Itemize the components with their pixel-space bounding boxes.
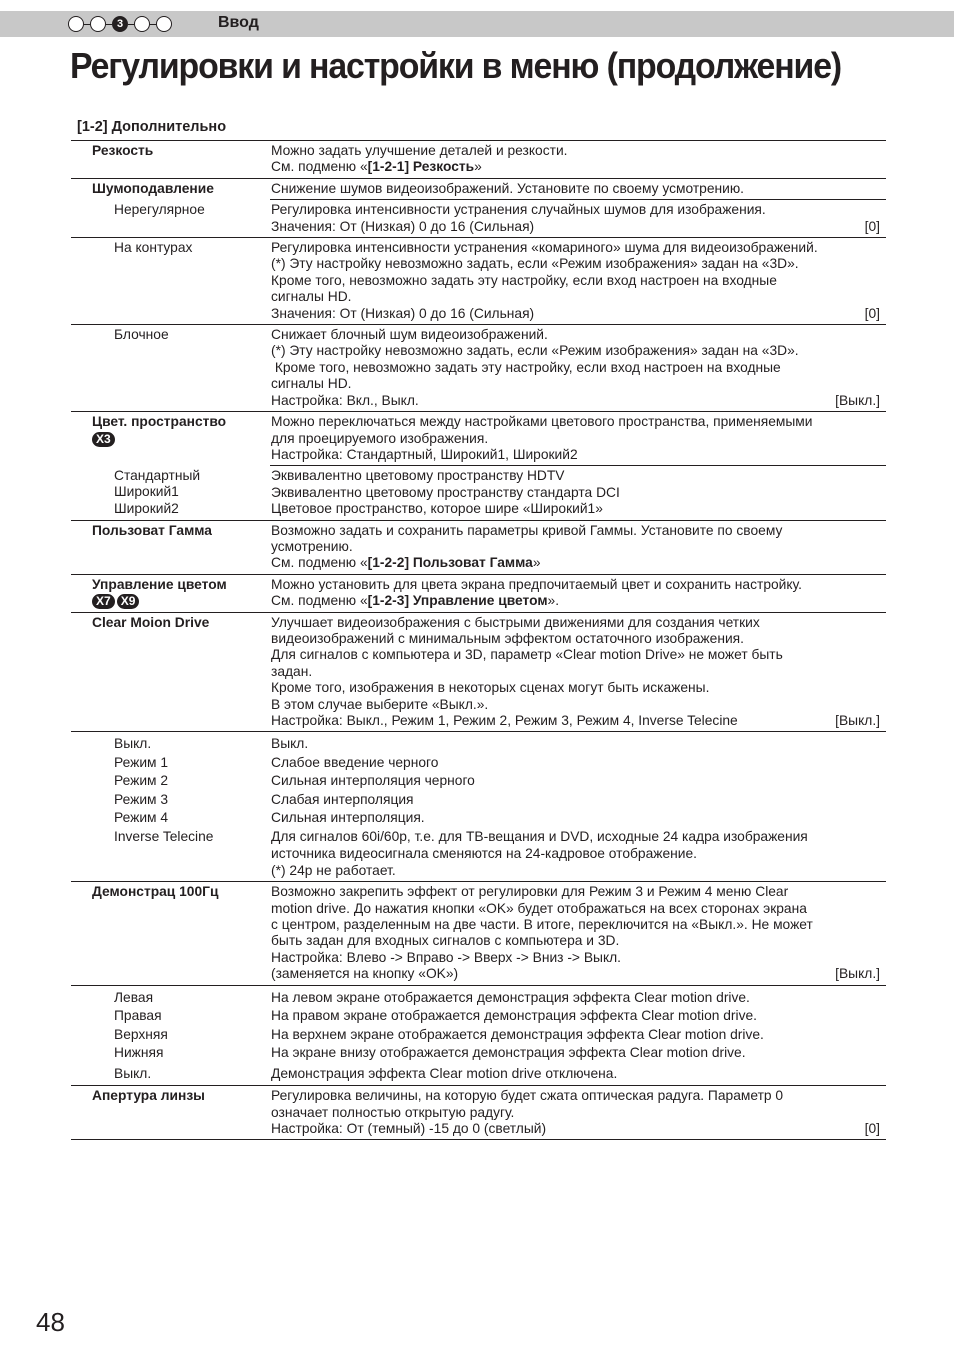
option-desc: Слабое введение черного — [271, 754, 439, 770]
option-names — [71, 732, 270, 882]
desc-line: В этом случае выберите «Выкл.». — [271, 696, 489, 712]
value-line — [271, 393, 880, 409]
default-value: [Выкл.] — [835, 966, 880, 982]
option-names — [71, 466, 270, 520]
setting-name: Резкость — [71, 141, 270, 179]
option-name: Стандартный — [114, 467, 201, 483]
table-row — [71, 412, 886, 466]
subsection-title: [1-2] Дополнительно — [77, 119, 227, 135]
option-name: Правая — [114, 1008, 162, 1024]
setting-name: Шумоподавление — [71, 178, 270, 199]
submenu-link: [1-2-2] Пользоват Гамма — [367, 555, 533, 571]
value-line — [271, 966, 880, 982]
setting-name: Цвет. пространство — [92, 414, 227, 430]
option-descs — [270, 466, 886, 520]
page-title: Регулировки и настройки в меню (продолжение) — [70, 45, 842, 86]
setting-desc — [270, 238, 886, 325]
desc-line: для проецируемого изображения. — [271, 430, 489, 446]
setting-name: Clear Moion Drive — [71, 612, 270, 732]
see-suffix: ». — [547, 593, 560, 609]
option-descs — [270, 732, 886, 882]
option-desc: На экране внизу отображается демонстрация эффекта Clear motion drive. — [271, 1045, 746, 1061]
table-row — [71, 1086, 886, 1140]
model-badge: X3 — [92, 432, 115, 447]
value-line — [271, 1121, 880, 1137]
setting-desc — [270, 200, 886, 238]
desc-line: Кроме того, невозможно задать эту настройку, если вход настроен на входные — [271, 359, 781, 375]
setting-subname: Блочное — [71, 325, 270, 412]
option-name: Широкий1 — [114, 484, 179, 500]
section-label: Ввод — [218, 14, 259, 31]
table-row — [71, 520, 886, 574]
option-desc: На правом экране отображается демонстрация эффекта Clear motion drive. — [271, 1008, 757, 1024]
step-circle — [90, 16, 106, 32]
table-row — [71, 612, 886, 732]
desc-line: Регулировка интенсивности устранения случайных шумов для изображения. — [271, 202, 766, 218]
setting-desc — [270, 520, 886, 574]
desc-line: Кроме того, изображения в некоторых сценах могут быть искажены. — [271, 680, 710, 696]
option-descs — [270, 985, 886, 1086]
setting-desc — [270, 612, 886, 732]
setting-desc — [270, 882, 886, 985]
desc-line: Снижение шумов видеоизображений. Установите по своему усмотрению. — [271, 180, 745, 196]
option-desc: Слабая интерполяция — [271, 791, 414, 807]
desc-line: Регулировка величины, на которую будет сжата оптическая радуга. Параметр 0 — [271, 1088, 784, 1104]
see-submenu — [271, 555, 880, 571]
desc-line: задан. — [271, 663, 313, 679]
desc-line: Можно переключаться между настройками цветового пространства, применяемыми — [271, 414, 813, 430]
see-suffix: » — [474, 159, 482, 175]
option-name: Режим 1 — [114, 754, 169, 770]
range-text: Настройка: От (темный) -15 до 0 (светлый) — [271, 1120, 547, 1136]
setting-name-cell — [71, 412, 270, 466]
desc-line: Кроме того, невозможно задать эту настройку, если вход настроен на входные — [271, 272, 777, 288]
setting-desc — [270, 178, 886, 199]
range-text: Настройка: Вкл., Выкл. — [271, 392, 419, 408]
option-name: Выкл. — [114, 1065, 152, 1081]
desc-line: усмотрению. — [271, 538, 353, 554]
table-row — [71, 985, 886, 1086]
desc-line: Можно задать улучшение деталей и резкости. — [271, 143, 568, 158]
table-row — [71, 141, 886, 179]
setting-subname: На контурах — [71, 238, 270, 325]
option-name: Выкл. — [114, 736, 152, 752]
option-name: Верхняя — [114, 1026, 168, 1042]
step-circle — [134, 16, 150, 32]
see-prefix: См. подменю « — [271, 555, 368, 571]
option-name: Режим 4 — [114, 810, 169, 826]
see-suffix: » — [532, 555, 541, 571]
setting-name: Управление цветом — [92, 576, 227, 592]
see-submenu — [271, 593, 880, 609]
desc-line: Можно установить для цвета экрана предпочитаемый цвет и сохранить настройку. — [271, 576, 802, 592]
table-row — [71, 325, 886, 412]
default-value: [Выкл.] — [835, 392, 880, 408]
option-desc: источника видеосигнала сменяются на 24-кадровое отображение. — [271, 846, 697, 862]
option-desc: Цветовое пространство, которое шире «Широкий1» — [271, 501, 603, 517]
option-names — [71, 985, 270, 1086]
desc-line: Возможно закрепить эффект от регулировки для Режим 3 и Режим 4 меню Clear — [271, 884, 789, 900]
option-desc: Эквивалентно цветовому пространству HDTV — [271, 468, 565, 484]
desc-line: Возможно задать и сохранить параметры кривой Гаммы. Установите по своему — [271, 522, 783, 538]
option-desc: Выкл. — [271, 736, 309, 752]
submenu-link: [1-2-1] Резкость — [367, 159, 475, 175]
option-name: Режим 2 — [114, 773, 169, 789]
option-desc: Эквивалентно цветовому пространству стандарта DCI — [271, 484, 620, 500]
table-row — [71, 200, 886, 238]
option-desc: На верхнем экране отображается демонстрация эффекта Clear motion drive. — [271, 1026, 764, 1042]
desc-line: (*) Эту настройку невозможно задать, если «Режим изображения» задан на «3D». — [271, 256, 799, 272]
option-desc: Сильная интерполяция черного — [271, 773, 475, 789]
submenu-link: [1-2-3] Управление цветом — [367, 593, 548, 609]
option-desc: На левом экране отображается демонстрация эффекта Clear motion drive. — [271, 989, 750, 1005]
table-row — [71, 178, 886, 199]
range-text: Значения: От (Низкая) 0 до 16 (Сильная) — [271, 305, 535, 321]
setting-desc — [270, 412, 886, 466]
desc-line: видеоизображений с минимальным эффектом остаточного изображения. — [271, 630, 744, 646]
step-circle-active: 3 — [112, 16, 128, 32]
setting-name: Апертура линзы — [71, 1086, 270, 1140]
option-desc: Сильная интерполяция. — [271, 810, 425, 826]
setting-name: Демонстрац 100Гц — [71, 882, 270, 985]
desc-line: motion drive. До нажатия кнопки «OK» будет отображаться на всех сторонах экрана — [271, 900, 807, 916]
option-name: Левая — [114, 989, 154, 1005]
desc-line: Снижает блочный шум видеоизображений. — [271, 327, 548, 343]
table-row — [71, 574, 886, 612]
default-value: [0] — [864, 1120, 880, 1136]
option-desc: Для сигналов 60i/60p, т.е. для ТВ-вещания и DVD, исходные 24 кадра изображения — [271, 828, 808, 844]
option-desc: (*) 24p не работает. — [271, 862, 396, 878]
setting-desc — [270, 1086, 886, 1140]
range-text: Значения: От (Низкая) 0 до 16 (Сильная) — [271, 218, 535, 234]
default-value: [Выкл.] — [835, 713, 880, 728]
default-value: [0] — [864, 305, 880, 321]
desc-line: с центром, разделенным на две части. В итоге, переключится на «Выкл.». Не может — [271, 917, 813, 933]
option-desc: Демонстрация эффекта Clear motion drive отключена. — [271, 1065, 618, 1081]
setting-name: Пользоват Гамма — [71, 520, 270, 574]
setting-desc — [270, 141, 886, 179]
setting-desc — [270, 574, 886, 612]
setting-name-cell — [71, 574, 270, 612]
option-name: Широкий2 — [114, 500, 179, 516]
desc-line: Регулировка интенсивности устранения «комариного» шума для видеоизображений. — [271, 240, 818, 256]
option-name: Режим 3 — [114, 791, 169, 807]
desc-line: Для сигналов с компьютера и 3D, параметр «Clear motion Drive» не может быть — [271, 647, 783, 663]
see-prefix: См. подменю « — [271, 159, 368, 175]
desc-line: сигналы HD. — [271, 289, 352, 305]
option-name: Inverse Telecine — [114, 828, 214, 844]
model-badge: X7 — [92, 594, 115, 609]
desc-line: (*) Эту настройку невозможно задать, если «Режим изображения» задан на «3D». — [271, 343, 799, 359]
value-line — [271, 219, 880, 235]
desc-line: означает полностью открытую радугу. — [271, 1104, 515, 1120]
page-number: 48 — [36, 1307, 65, 1337]
default-value: [0] — [864, 218, 880, 234]
setting-desc — [270, 325, 886, 412]
step-indicator — [68, 15, 172, 33]
table-row — [71, 732, 886, 882]
desc-line: сигналы HD. — [271, 376, 352, 392]
table-row — [71, 882, 886, 985]
step-circle — [156, 16, 172, 32]
table-row — [71, 466, 886, 520]
desc-line: Улучшает видеоизображения с быстрыми движениями для создания четких — [271, 614, 760, 630]
see-prefix: См. подменю « — [271, 593, 368, 609]
option-name: Нижняя — [114, 1045, 164, 1061]
settings-table — [71, 140, 886, 1140]
range-text: (заменяется на кнопку «OK») — [271, 966, 459, 982]
setting-subname: Нерегулярное — [114, 201, 205, 217]
see-submenu — [271, 159, 880, 175]
range-text: Настройка: Выкл., Режим 1, Режим 2, Режим 3, Режим 4, Inverse Telecine — [271, 713, 738, 728]
desc-line: Настройка: Стандартный, Широкий1, Широкий2 — [271, 446, 578, 462]
desc-line: Настройка: Влево -> Вправо -> Вверх -> Вниз -> Выкл. — [271, 949, 622, 965]
value-line — [271, 306, 880, 322]
model-badge: X9 — [117, 594, 140, 609]
step-circle — [68, 16, 84, 32]
value-line — [271, 713, 880, 729]
table-row — [71, 238, 886, 325]
desc-line: быть задан для входных сигналов с компьютера и 3D. — [271, 933, 620, 949]
